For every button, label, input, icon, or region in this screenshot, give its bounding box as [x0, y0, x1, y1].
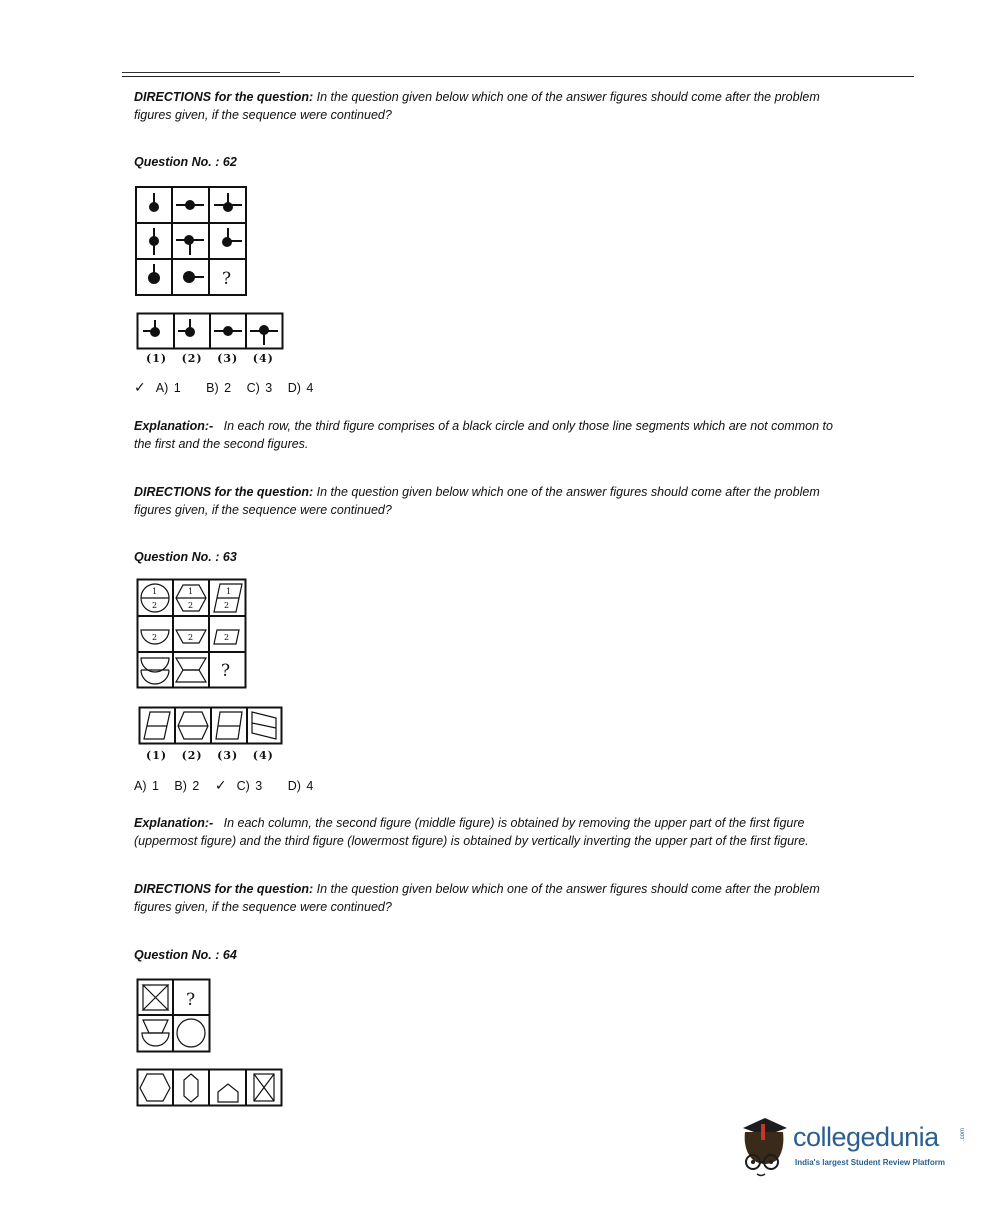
choice-a[interactable]: A) 1: [155, 381, 181, 395]
choice-d[interactable]: D) 4: [287, 779, 314, 793]
circle-figure: [177, 1019, 205, 1047]
check-icon: ✓: [214, 778, 227, 794]
answer-figure-62-1[interactable]: [143, 320, 160, 337]
explanation-63: [134, 814, 894, 850]
cell-r3c1-symbol: [148, 264, 160, 284]
explanation-label: Explanation:-: [134, 419, 214, 433]
question-mark-62: ?: [222, 269, 232, 289]
explanation-text: In each row, the third figure comprises of a black circle and only those line segments which are not common to: [223, 419, 833, 433]
hexagon-figure: [176, 585, 206, 611]
hourglass-figure: [143, 985, 168, 1010]
svg-text:1: 1: [226, 587, 232, 596]
question-number-62: Question No. : 62: [134, 155, 237, 169]
check-icon: ✓: [134, 380, 146, 396]
problem-figure-grid-64: [136, 978, 212, 1054]
option-label: (2): [181, 749, 203, 762]
explanation-label: Explanation:-: [134, 816, 214, 830]
directions-64: [134, 880, 894, 916]
answer-figure-64-1[interactable]: [140, 1074, 170, 1101]
directions-label: DIRECTIONS for the question:: [134, 882, 314, 896]
svg-text:2: 2: [152, 601, 158, 610]
answer-figures-63: [138, 706, 284, 746]
svg-text:1: 1: [188, 587, 194, 596]
directions-text: In the question given below which one of the answer figures should come after the problem: [316, 882, 820, 896]
svg-text:2: 2: [188, 601, 194, 610]
directions-text-2: figures given, if the sequence were continued?: [134, 108, 392, 122]
header-rule-short: [122, 72, 280, 73]
cell-r1c2-symbol: [176, 200, 204, 210]
answer-figures-62: [136, 312, 286, 352]
header-rule: [122, 76, 914, 77]
explanation-text-2: (uppermost figure) and the third figure (lowermost figure) is obtained by vertically inverting the upper part of the first figure.: [134, 834, 809, 848]
question-number-63: Question No. : 63: [134, 550, 237, 564]
directions-text: In the question given below which one of the answer figures should come after the problem: [316, 90, 820, 104]
option-label: (4): [252, 749, 274, 762]
cut-circle-figure: [142, 1020, 169, 1046]
explanation-text-2: the first and the second figures.: [134, 437, 309, 451]
cell-r3c2-symbol: [183, 271, 204, 283]
directions-text: In the question given below which one of the answer figures should come after the problem: [316, 485, 820, 499]
choice-b[interactable]: B) 2: [174, 779, 200, 793]
half-circle-figure: [141, 630, 169, 644]
brand-tagline: India's largest Student Review Platform: [795, 1158, 945, 1167]
answer-figure-62-4[interactable]: [250, 325, 278, 345]
cell-r2c2-symbol: [176, 235, 204, 255]
directions-label: DIRECTIONS for the question:: [134, 485, 314, 499]
collegedunia-mascot-logo: [735, 1110, 795, 1180]
option-label: (3): [217, 352, 239, 365]
choice-d[interactable]: D) 4: [287, 381, 314, 395]
cell-r1c3-symbol: [214, 193, 242, 212]
answer-figure-62-2[interactable]: [178, 319, 195, 337]
circle-figure: [141, 584, 169, 612]
option-label: (1): [146, 749, 168, 762]
svg-text:2: 2: [188, 633, 194, 642]
explanation-text: In each column, the second figure (middle figure) is obtained by removing the upper part of the first figure: [223, 816, 805, 830]
answer-figure-63-4[interactable]: [252, 712, 276, 739]
directions-label: DIRECTIONS for the question:: [134, 90, 314, 104]
svg-text:2: 2: [224, 633, 230, 642]
question-mark-64: ?: [186, 990, 196, 1010]
cell-r2c3-symbol: [222, 228, 242, 247]
svg-text:1: 1: [152, 587, 158, 596]
answer-figure-63-1[interactable]: [144, 712, 170, 739]
option-label: (1): [146, 352, 168, 365]
parallelogram-figure: [214, 584, 242, 612]
brand-name: collegedunia: [793, 1122, 939, 1152]
answer-figures-64: [136, 1068, 284, 1108]
brand-suffix: .com: [960, 1128, 966, 1142]
cell-r1c1-symbol: [149, 193, 159, 212]
option-label: (4): [252, 352, 274, 365]
option-label: (2): [181, 352, 203, 365]
answer-choices-62: [134, 380, 323, 396]
answer-figure-62-3[interactable]: [214, 326, 242, 336]
choice-c[interactable]: C) 3: [246, 381, 273, 395]
option-labels-63: [146, 749, 274, 762]
choice-a[interactable]: A) 1: [134, 779, 159, 793]
option-label: (3): [217, 749, 239, 762]
answer-figure-64-2[interactable]: [184, 1074, 198, 1102]
question-mark-63: ?: [221, 661, 231, 681]
choice-b[interactable]: B) 2: [206, 381, 232, 395]
answer-figure-63-2[interactable]: [178, 712, 208, 739]
inverted-hexagon-figure: [176, 658, 206, 682]
directions-text-2: figures given, if the sequence were continued?: [134, 900, 392, 914]
inverted-circle-figure: [141, 658, 169, 684]
answer-choices-63: [134, 778, 323, 794]
directions-text-2: figures given, if the sequence were continued?: [134, 503, 392, 517]
svg-text:2: 2: [224, 601, 230, 610]
directions-63: [134, 483, 894, 519]
svg-text:2: 2: [152, 633, 158, 642]
cell-r2c1-symbol: [149, 228, 159, 255]
half-hexagon-figure: [176, 630, 206, 643]
problem-figure-grid-63: [136, 578, 248, 690]
choice-c[interactable]: C) 3: [236, 779, 263, 793]
option-labels-62: [146, 352, 274, 365]
question-number-64: Question No. : 64: [134, 948, 237, 962]
answer-figure-64-3[interactable]: [218, 1084, 238, 1102]
half-parallelogram-figure: [214, 630, 239, 644]
problem-figure-grid-62: [134, 185, 249, 299]
answer-figure-64-4[interactable]: [254, 1074, 274, 1101]
directions-62: [134, 88, 894, 124]
answer-figure-63-3[interactable]: [216, 712, 242, 739]
explanation-62: [134, 417, 894, 453]
